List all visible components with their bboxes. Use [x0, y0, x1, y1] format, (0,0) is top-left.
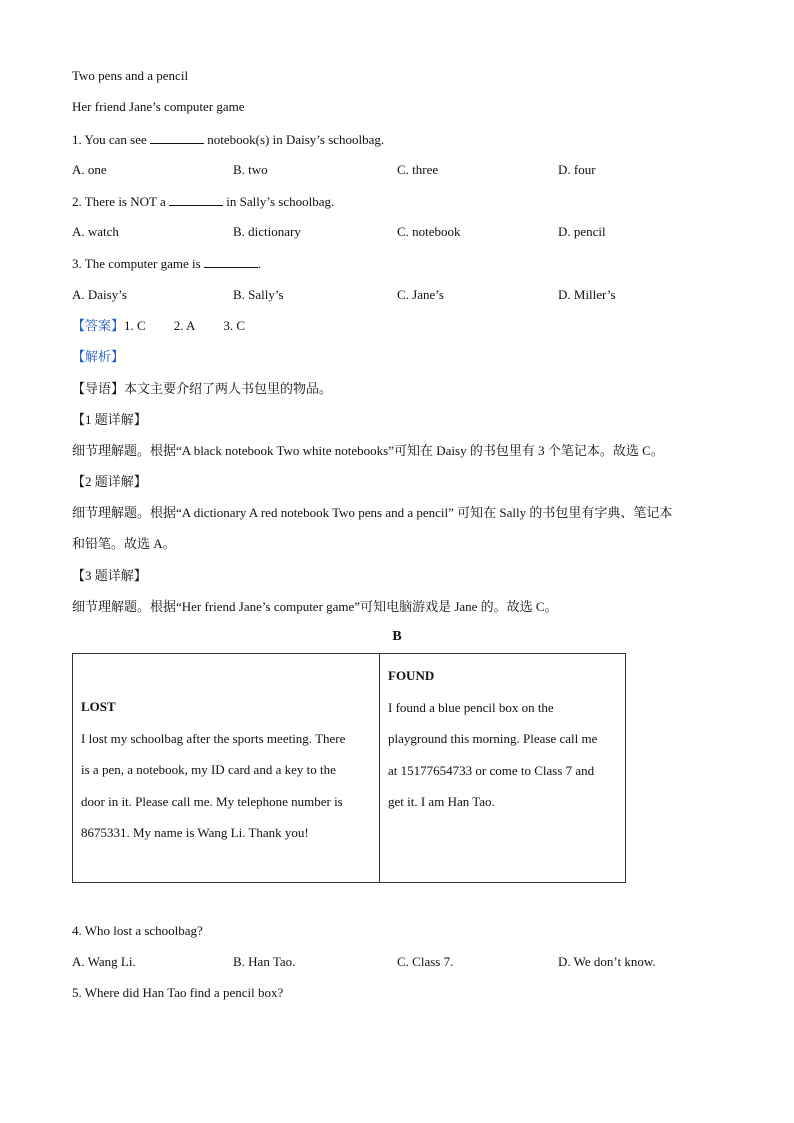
question-3-suffix: .	[257, 256, 262, 271]
q4-option-d: D. We don’t know.	[558, 954, 656, 969]
q3-option-a: A. Daisy’s	[72, 287, 127, 302]
found-line-4: get it. I am Han Tao.	[388, 794, 495, 809]
lost-notice	[73, 654, 380, 883]
q2-option-a: A. watch	[72, 224, 119, 239]
lost-line-3: door in it. Please call me. My telephone number is	[81, 793, 343, 809]
detail-2-text-line-2: 和铅笔。故选 A。	[72, 536, 176, 551]
detail-2-tag: 【2 题详解】	[72, 474, 147, 489]
lost-line-1: I lost my schoolbag after the sports meeting. There	[81, 730, 346, 746]
detail-3-text: 细节理解题。根据“Her friend Jane’s computer game”可知电脑游戏是 Jane 的。故选 C。	[72, 599, 558, 614]
q4-option-c: C. Class 7.	[397, 954, 454, 969]
q2-option-d: D. pencil	[558, 224, 606, 239]
question-2-suffix: in Sally’s schoolbag.	[223, 194, 335, 209]
answer-3: 3. C	[223, 318, 246, 333]
question-4: 4. Who lost a schoolbag?	[72, 923, 203, 938]
analysis-tag-text: 【解析】	[72, 349, 125, 364]
question-3	[72, 254, 261, 273]
question-1	[72, 130, 384, 149]
q4-option-b: B. Han Tao.	[233, 954, 296, 969]
q2-option-c: C. notebook	[397, 224, 461, 239]
intro-line-1: Two pens and a pencil	[72, 68, 189, 83]
answer-2: 2. A	[173, 318, 196, 333]
q3-option-b: B. Sally’s	[233, 287, 284, 302]
question-1-suffix: notebook(s) in Daisy’s schoolbag.	[204, 132, 385, 147]
question-3-prefix: 3. The computer game is	[72, 256, 204, 271]
found-notice	[380, 654, 626, 883]
lost-line-4: 8675331. My name is Wang Li. Thank you!	[81, 825, 309, 840]
found-title: FOUND	[388, 668, 435, 683]
answer-1: 1. C	[124, 318, 146, 333]
q1-option-c: C. three	[397, 162, 439, 177]
guide-text: 本文主要介绍了两人书包里的物品。	[124, 381, 333, 396]
detail-1-tag: 【1 题详解】	[72, 412, 147, 427]
answer-tag: 【答案】	[72, 318, 125, 333]
analysis-tag	[72, 348, 124, 366]
lost-line-2: is a pen, a notebook, my ID card and a key to the	[81, 762, 336, 777]
guide-line	[72, 380, 332, 398]
section-b-heading: B	[392, 629, 402, 644]
question-3-blank	[204, 254, 258, 268]
found-line-1: I found a blue pencil box on the	[388, 699, 554, 715]
detail-3-tag: 【3 题详解】	[72, 568, 147, 583]
question-2	[72, 192, 334, 211]
guide-tag: 【导语】	[72, 381, 125, 396]
question-1-blank	[150, 130, 204, 144]
intro-line-2: Her friend Jane’s computer game	[72, 99, 245, 114]
question-5: 5. Where did Han Tao find a pencil box?	[72, 985, 284, 1000]
found-line-2: playground this morning. Please call me	[388, 731, 598, 746]
q1-option-d: D. four	[558, 162, 596, 177]
detail-1-text: 细节理解题。根据“A black notebook Two white notebooks”可知在 Daisy 的书包里有 3 个笔记本。故选 C。	[72, 443, 664, 458]
lost-found-table	[72, 653, 626, 883]
q3-option-d: D. Miller’s	[558, 287, 616, 302]
answer-line	[72, 317, 245, 335]
q2-option-b: B. dictionary	[233, 224, 301, 239]
found-line-3: at 15177654733 or come to Class 7 and	[388, 762, 595, 778]
detail-2-text-line-1: 细节理解题。根据“A dictionary A red notebook Two pens and a pencil” 可知在 Sally 的书包里有字典、笔记本	[72, 505, 673, 520]
lost-title: LOST	[81, 699, 116, 714]
question-2-prefix: 2. There is NOT a	[72, 194, 169, 209]
q1-option-b: B. two	[233, 162, 268, 177]
question-1-prefix: 1. You can see	[72, 132, 150, 147]
q3-option-c: C. Jane’s	[397, 287, 444, 302]
q4-option-a: A. Wang Li.	[72, 954, 136, 969]
question-2-blank	[169, 192, 223, 206]
q1-option-a: A. one	[72, 162, 107, 177]
